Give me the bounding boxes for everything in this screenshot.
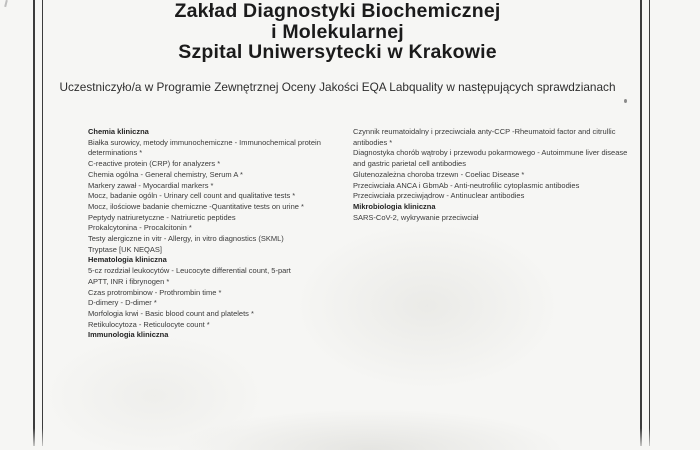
frame-left-outer-line — [33, 0, 35, 446]
program-item: Glutenozależna choroba trzewn - Coeliac Disease * — [353, 169, 525, 179]
program-item: Prokalcytonina - Procalcitonin * — [88, 223, 192, 233]
program-item: Przeciwciała ANCA i GbmAb - Anti-neutrofilic cytoplasmic antibodies — [353, 180, 580, 190]
program-item: Diagnostyka chorób wątroby i przewodu pokarmowego - Autoimmune liver disease and gastric parietal cell antibodies — [353, 148, 628, 169]
frame-right-outer-line — [649, 0, 651, 446]
title-line-2: i Molekularnej — [271, 20, 404, 43]
section-header: Hematologia kliniczna — [88, 255, 167, 265]
frame-right-inner-line — [640, 0, 642, 446]
program-item: Czynnik reumatoidalny i przeciwciała anty-CCP -Rheumatoid factor and citrullic antibodies * — [353, 127, 616, 147]
scan-speck — [624, 99, 627, 103]
title-line-1: Zakład Diagnostyki Biochemicznej — [174, 0, 501, 22]
title-line-3: Szpital Uniwersytecki w Krakowie — [178, 41, 497, 63]
frame-left-inner-line — [42, 0, 44, 446]
section-header: Mikrobiologia kliniczna — [353, 201, 436, 211]
left-column — [88, 127, 350, 341]
program-item: 5-cz rozdział leukocytów - Leucocyte differential count, 5-part — [88, 266, 291, 276]
program-item: C-reactive protein (CRP) for analyzers * — [88, 159, 221, 169]
program-item: Chemia ogólna - General chemistry, Serum A * — [88, 169, 243, 179]
program-item: APTT, INR i fibrynogen * — [88, 276, 170, 286]
program-item: Przeciwciała przeciwjądrow - Antinuclear antibodies — [353, 191, 525, 201]
scan-edge-artifact — [4, 0, 8, 7]
page-title — [45, 1, 630, 63]
right-column — [353, 127, 630, 223]
program-item: Morfologia krwi - Basic blood count and platelets * — [88, 308, 254, 318]
program-item: Peptydy natriuretyczne - Natriuretic peptides — [88, 212, 236, 222]
program-item: D-dimery - D-dimer * — [88, 298, 157, 308]
program-item: Białka surowicy, metody immunochemiczne - Immunochemical protein determinations * — [88, 137, 321, 158]
program-item: Markery zawał - Myocardial markers * — [88, 180, 214, 190]
program-item: Tryptase [UK NEQAS] — [88, 244, 162, 254]
section-header: Immunologia kliniczna — [88, 330, 169, 340]
program-item: SARS-CoV-2, wykrywanie przeciwciał — [353, 212, 479, 222]
program-item: Mocz, ilościowe badanie chemiczne -Quantitative tests on urine * — [88, 201, 304, 211]
section-header: Chemia kliniczna — [88, 127, 149, 136]
participation-statement: Uczestniczyło/a w Programie Zewnętrznej Oceny Jakości EQA Labquality w następujących sprawdzianach — [59, 80, 616, 94]
program-item: Testy alergiczne in vitr - Allergy, in vitro diagnostics (SKML) — [88, 234, 284, 244]
subtitle-wrap — [45, 80, 630, 95]
program-item: Czas protrombinow - Prothrombin time * — [88, 287, 222, 297]
program-item: Mocz, badanie ogóln - Urinary cell count and qualitative tests * — [88, 191, 296, 201]
program-item: Retikulocytoza - Reticulocyte count * — [88, 319, 210, 329]
